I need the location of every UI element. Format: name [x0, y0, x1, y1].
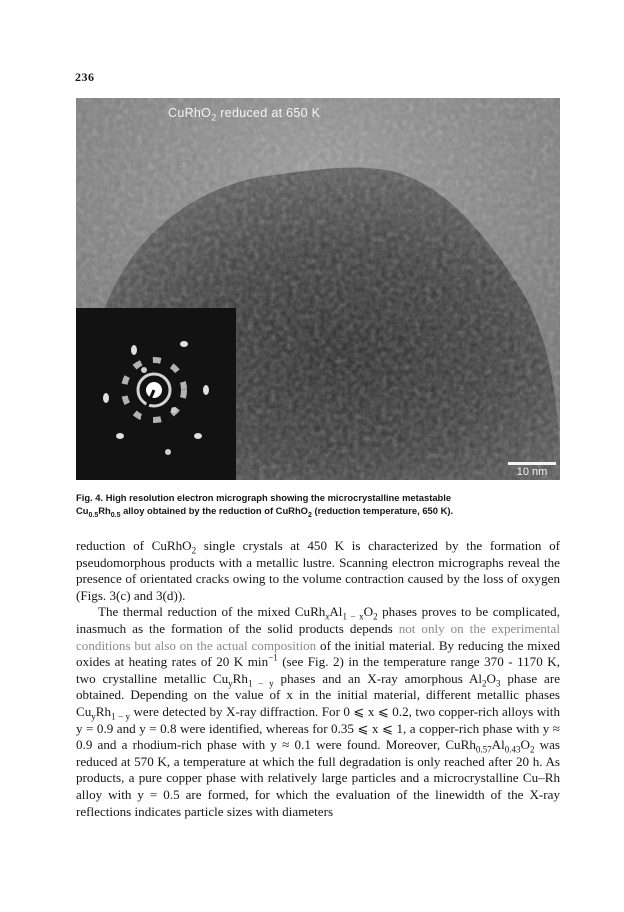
body-text	[76, 538, 560, 820]
paragraph-2: The thermal reduction of the mixed $CuRh_xAl_{1 - x}O_2$ phases proves to be complicated, inasmuch as the formation of the solid products depends not only on the experimental conditions but also on the actual composition of the initial material. By reducing the mixed oxides at heating rates of 20 K $\min^{-1} (see$ Fig. 2) in the temperature range 370 - 1170 K, two crystalline metallic $Cu_yRh_{1 - y}$ phases and an X-ray amorphous $Al_2O_3$ phase are obtained. Depending on the value of x in the initial material, different metallic phases $Cu_yRh_{1 - y}$ were detected by X-ray diffraction. For 0 ⩽ x ⩽ 0.2, two copper-rich alloys with y = 0.9 and y = 0.8 were identified, whereas for 0.35 ⩽ x ⩽ 1, a copper-rich phase with y ≈ 0.9 and a rhodium-rich phase with y ≈ 0.1 were found. Moreover, $CuRh_{0.57}Al_{0.43}O_2$ was reduced at 570 K, a temperature at which the full degradation is only reached after 20 h. As products, a pure copper phase with relatively large particles and a microcrystalline Cu–Rh alloy with y = 0.5 are formed, for which the evaluation of the linewidth of the X-ray reflections indicates particle sizes with diameters	[76, 604, 561, 819]
diffraction-inset	[76, 308, 236, 480]
scale-bar-line	[508, 462, 556, 465]
micrograph-figure	[76, 98, 560, 480]
figure-caption	[76, 491, 560, 517]
caption-line-2: $Cu_{0.5}Rh_{0.5}$ alloy obtained by the reduction of CuRhO$_2$ (reduction temperature, 650 K).	[76, 505, 454, 519]
faint-line: not only on the experimental conditions but also on the actual composition	[76, 620, 560, 653]
figure-label: CuRhO$_2$ reduced at 650 K	[168, 106, 321, 123]
caption-line-1: Fig. 4. High resolution electron micrograph showing the microcrystalline metastable	[76, 492, 452, 503]
micrograph-image	[76, 98, 560, 480]
scale-bar	[508, 462, 556, 478]
page-number: 236	[75, 70, 95, 84]
paragraph-1: reduction of CuRhO$_2$ single crystals at 450 K is characterized by the formation of pseudomorphous products with a metallic lustre. Scanning electron micrographs reveal the presence of orientated cracks owing to the volume contraction caused by the loss of oxygen (Figs. 3(c) and 3(d)).	[76, 538, 561, 603]
scale-bar-label: 10 nm	[516, 466, 548, 478]
